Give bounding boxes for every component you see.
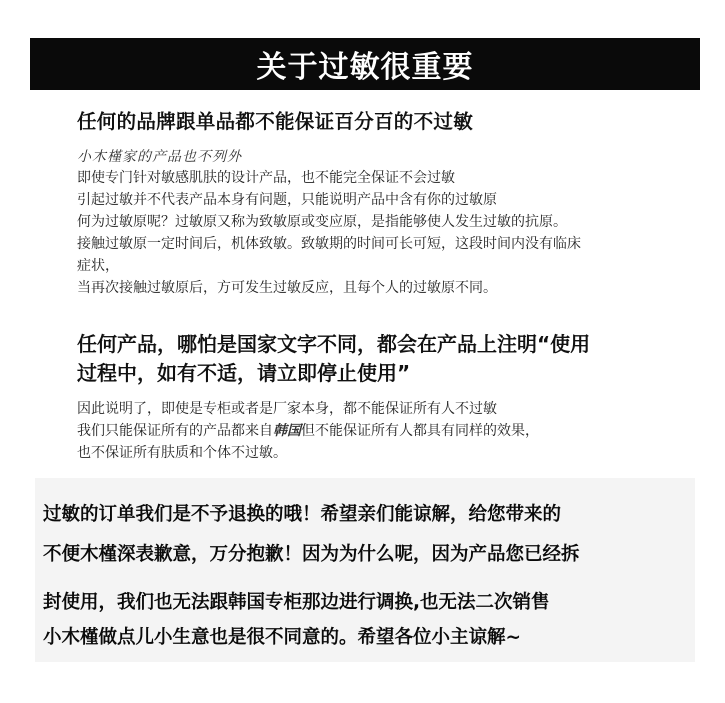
banner-title: 关于过敏很重要 [256,50,474,85]
korea-stamp: 韩国 [273,423,301,439]
body-text: 我们只能保证所有的产品都来自 [77,423,273,439]
body-line: 即使专门针对敏感肌肤的设计产品，也不能完全保证不会过敏 [77,170,455,186]
title-banner [30,38,700,90]
body-line: 何为过敏原呢？过敏原又称为致敏原或变应原，是指能够使人发生过敏的抗原。 [77,214,567,230]
notice-line: 不便木槿深表歉意，万分抱歉！因为为什么呢，因为产品您已经拆 [43,544,580,565]
heading-line: 过程中，如有不适，请立即停止使用” [77,361,411,385]
notice-line: 小木槿做点儿小生意也是很不同意的。希望各位小主谅解~ [43,627,522,648]
body-line: 当再次接触过敏原后，方可发生过敏反应，且每个人的过敏原不同。 [77,280,497,296]
body-line: 引起过敏并不代表产品本身有问题，只能说明产品中含有你的过敏原 [77,192,497,208]
heading-line: 任何产品，哪怕是国家文字不同，都会在产品上注明“使用 [77,332,591,356]
body-line [77,420,539,442]
body-line: 接触过敏原一定时间后，机体致敏。致敏期的时间可长可短，这段时间内没有临床 [77,236,581,252]
notice-line: 封使用，我们也无法跟韩国专柜那边进行调换,也无法二次销售 [43,592,550,613]
body-line: 因此说明了，即使是专柜或者是厂家本身，都不能保证所有人不过敏 [77,401,497,417]
body-line: 症状， [77,258,119,274]
section1-heading: 任何的品牌跟单品都不能保证百分百的不过敏 [77,110,474,133]
notice-line: 过敏的订单我们是不予退换的哦！希望亲们能谅解，给您带来的 [43,504,562,525]
return-policy-notice [35,478,695,662]
body-text: 但不能保证所有人都具有同样的效果， [301,423,539,439]
section2-body [77,398,539,464]
body-line: 也不保证所有肤质和个体不过敏。 [77,445,287,461]
brand-signature: 小木槿家的产品也不列外 [77,149,242,165]
section1-body [77,167,581,299]
section2-heading [77,330,590,388]
